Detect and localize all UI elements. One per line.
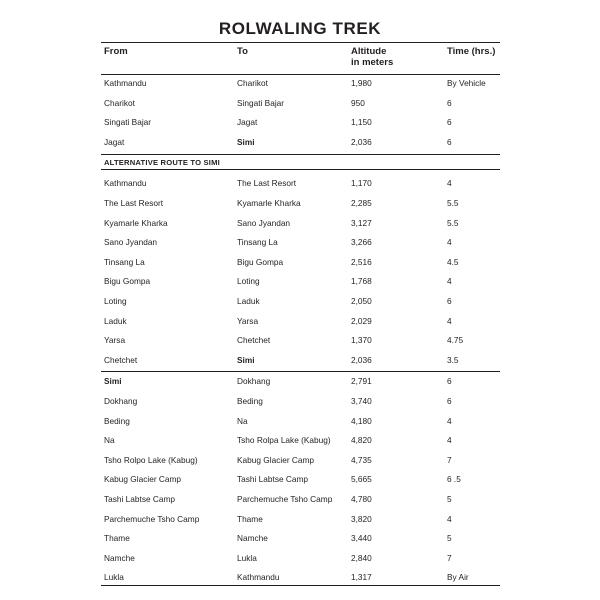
cell-to: Parchemuche Tsho Camp [237, 494, 333, 504]
cell-to: Dokhang [237, 376, 271, 387]
table-row [101, 434, 500, 453]
cell-to: Sano Jyandan [237, 217, 291, 228]
cell-time: 7 [447, 552, 452, 563]
cell-from: Tinsang La [104, 256, 145, 267]
cell-to: Thame [237, 513, 263, 524]
cell-time: 4.75 [447, 335, 464, 346]
cell-from: Beding [104, 415, 130, 426]
table-row [101, 236, 500, 255]
table-row [101, 513, 500, 532]
alternative-route-label: ALTERNATIVE ROUTE TO SIMI [104, 158, 220, 168]
cell-altitude: 2,036 [351, 354, 372, 365]
cell-to: Tsho Rolpa Lake (Kabug) [237, 435, 331, 446]
cell-to: Loting [237, 276, 260, 287]
cell-time: 4 [447, 178, 452, 189]
cell-time: 4 [447, 513, 452, 524]
table-row [101, 217, 500, 236]
cell-time: 7 [447, 454, 452, 465]
cell-from: Sano Jyandan [104, 237, 158, 248]
table-row [101, 197, 500, 216]
header-from: From [104, 46, 128, 57]
cell-time: 4 [447, 276, 452, 287]
cell-time: 6 .5 [447, 474, 461, 485]
table-row [101, 454, 500, 473]
cell-time: 4 [447, 415, 452, 426]
table-row [101, 473, 500, 492]
cell-altitude: 2,516 [351, 256, 372, 267]
cell-to: Kabug Glacier Camp [237, 454, 315, 465]
table-header [101, 42, 500, 75]
cell-from: Singati Bajar [104, 117, 152, 128]
header-to: To [237, 46, 248, 57]
cell-from: Dokhang [104, 396, 138, 406]
cell-to: Lukla [237, 552, 257, 563]
cell-altitude: 2,036 [351, 136, 372, 147]
cell-time: 6 [447, 136, 452, 147]
cell-altitude: 2,791 [351, 376, 372, 387]
table-row [101, 77, 500, 96]
table-row [101, 295, 500, 314]
table-row [101, 116, 500, 135]
table-row [101, 552, 500, 571]
table-row [101, 354, 500, 373]
cell-to: Namche [237, 533, 268, 544]
cell-time: 4 [447, 237, 452, 248]
cell-time: 6 [447, 296, 452, 306]
cell-to: Simi [237, 136, 255, 147]
cell-from: Loting [104, 296, 127, 306]
table-row [101, 315, 500, 334]
cell-from: Tsho Rolpo Lake (Kabug) [104, 454, 198, 465]
cell-to: Chetchet [237, 335, 271, 346]
cell-from: Kabug Glacier Camp [104, 474, 182, 485]
cell-time: 5 [447, 533, 452, 544]
cell-from: Chetchet [104, 354, 138, 365]
cell-time: 6 [447, 396, 452, 406]
cell-from: Kyamarle Kharka [104, 217, 168, 228]
cell-altitude: 1,768 [351, 276, 372, 287]
cell-from: Na [104, 435, 115, 446]
cell-from: Kathmandu [104, 78, 147, 88]
cell-from: Charikot [104, 97, 135, 108]
cell-altitude: 2,029 [351, 315, 372, 326]
cell-altitude: 4,820 [351, 435, 372, 446]
table-row [101, 256, 500, 275]
cell-time: By Vehicle [447, 78, 486, 88]
table-row [101, 375, 500, 394]
section-divider [101, 169, 500, 170]
cell-to: Beding [237, 396, 263, 406]
cell-to: Kyamarle Kharka [237, 198, 301, 208]
cell-from: Jagat [104, 136, 125, 147]
cell-altitude: 5,665 [351, 474, 372, 485]
table-row [101, 275, 500, 294]
cell-to: Tashi Labtse Camp [237, 474, 309, 485]
cell-time: 5 [447, 494, 452, 504]
cell-time: 4 [447, 315, 452, 326]
cell-time: 5.5 [447, 217, 459, 228]
cell-time: 3.5 [447, 354, 459, 365]
cell-time: 4.5 [447, 256, 459, 267]
header-altitude: Altitude in meters [351, 46, 394, 68]
cell-to: Laduk [237, 296, 260, 306]
table-row [101, 532, 500, 551]
table-row [101, 415, 500, 434]
cell-altitude: 3,440 [351, 533, 372, 544]
cell-from: Laduk [104, 315, 127, 326]
cell-to: Na [237, 415, 248, 426]
cell-from: Kathmandu [104, 178, 147, 189]
table-row [101, 136, 500, 155]
cell-time: 6 [447, 376, 452, 387]
section-divider [101, 371, 500, 372]
cell-time: 6 [447, 97, 452, 108]
cell-altitude: 1,150 [351, 117, 372, 128]
cell-altitude: 3,820 [351, 513, 372, 524]
cell-time: 4 [447, 435, 452, 446]
section-divider [101, 154, 500, 155]
cell-altitude: 1,317 [351, 572, 372, 583]
cell-to: Charikot [237, 78, 268, 88]
header-time: Time (hrs.) [447, 46, 496, 57]
cell-altitude: 1,370 [351, 335, 372, 346]
cell-from: Bigu Gompa [104, 276, 151, 287]
cell-to: Yarsa [237, 315, 259, 326]
cell-to: Tinsang La [237, 237, 278, 248]
cell-from: Simi [104, 376, 122, 387]
cell-from: The Last Resort [104, 198, 164, 208]
cell-from: Namche [104, 552, 135, 563]
cell-to: Jagat [237, 117, 258, 128]
table-row [101, 97, 500, 116]
cell-altitude: 3,127 [351, 217, 372, 228]
cell-from: Tashi Labtse Camp [104, 494, 176, 504]
cell-from: Yarsa [104, 335, 126, 346]
cell-time: 5.5 [447, 198, 459, 208]
cell-altitude: 2,050 [351, 296, 372, 306]
table-row [101, 177, 500, 196]
cell-from: Parchemuche Tsho Camp [104, 513, 200, 524]
cell-altitude: 3,740 [351, 396, 372, 406]
cell-to: Bigu Gompa [237, 256, 284, 267]
cell-altitude: 950 [351, 97, 365, 108]
cell-altitude: 4,180 [351, 415, 372, 426]
cell-to: Singati Bajar [237, 97, 285, 108]
cell-from: Thame [104, 533, 130, 544]
cell-from: Lukla [104, 572, 124, 583]
cell-altitude: 2,840 [351, 552, 372, 563]
cell-altitude: 1,170 [351, 178, 372, 189]
cell-altitude: 1,980 [351, 78, 372, 88]
cell-altitude: 4,780 [351, 494, 372, 504]
section-divider [101, 585, 500, 586]
cell-altitude: 4,735 [351, 454, 372, 465]
cell-to: Kathmandu [237, 572, 280, 583]
table-row [101, 571, 500, 590]
cell-altitude: 2,285 [351, 198, 372, 208]
table-row [101, 334, 500, 353]
cell-time: 6 [447, 117, 452, 128]
cell-to: The Last Resort [237, 178, 297, 189]
page-title: ROLWALING TREK [218, 19, 382, 38]
cell-to: Simi [237, 354, 255, 365]
table-row [101, 395, 500, 414]
cell-time: By Air [447, 572, 469, 583]
cell-altitude: 3,266 [351, 237, 372, 248]
table-row [101, 493, 500, 512]
